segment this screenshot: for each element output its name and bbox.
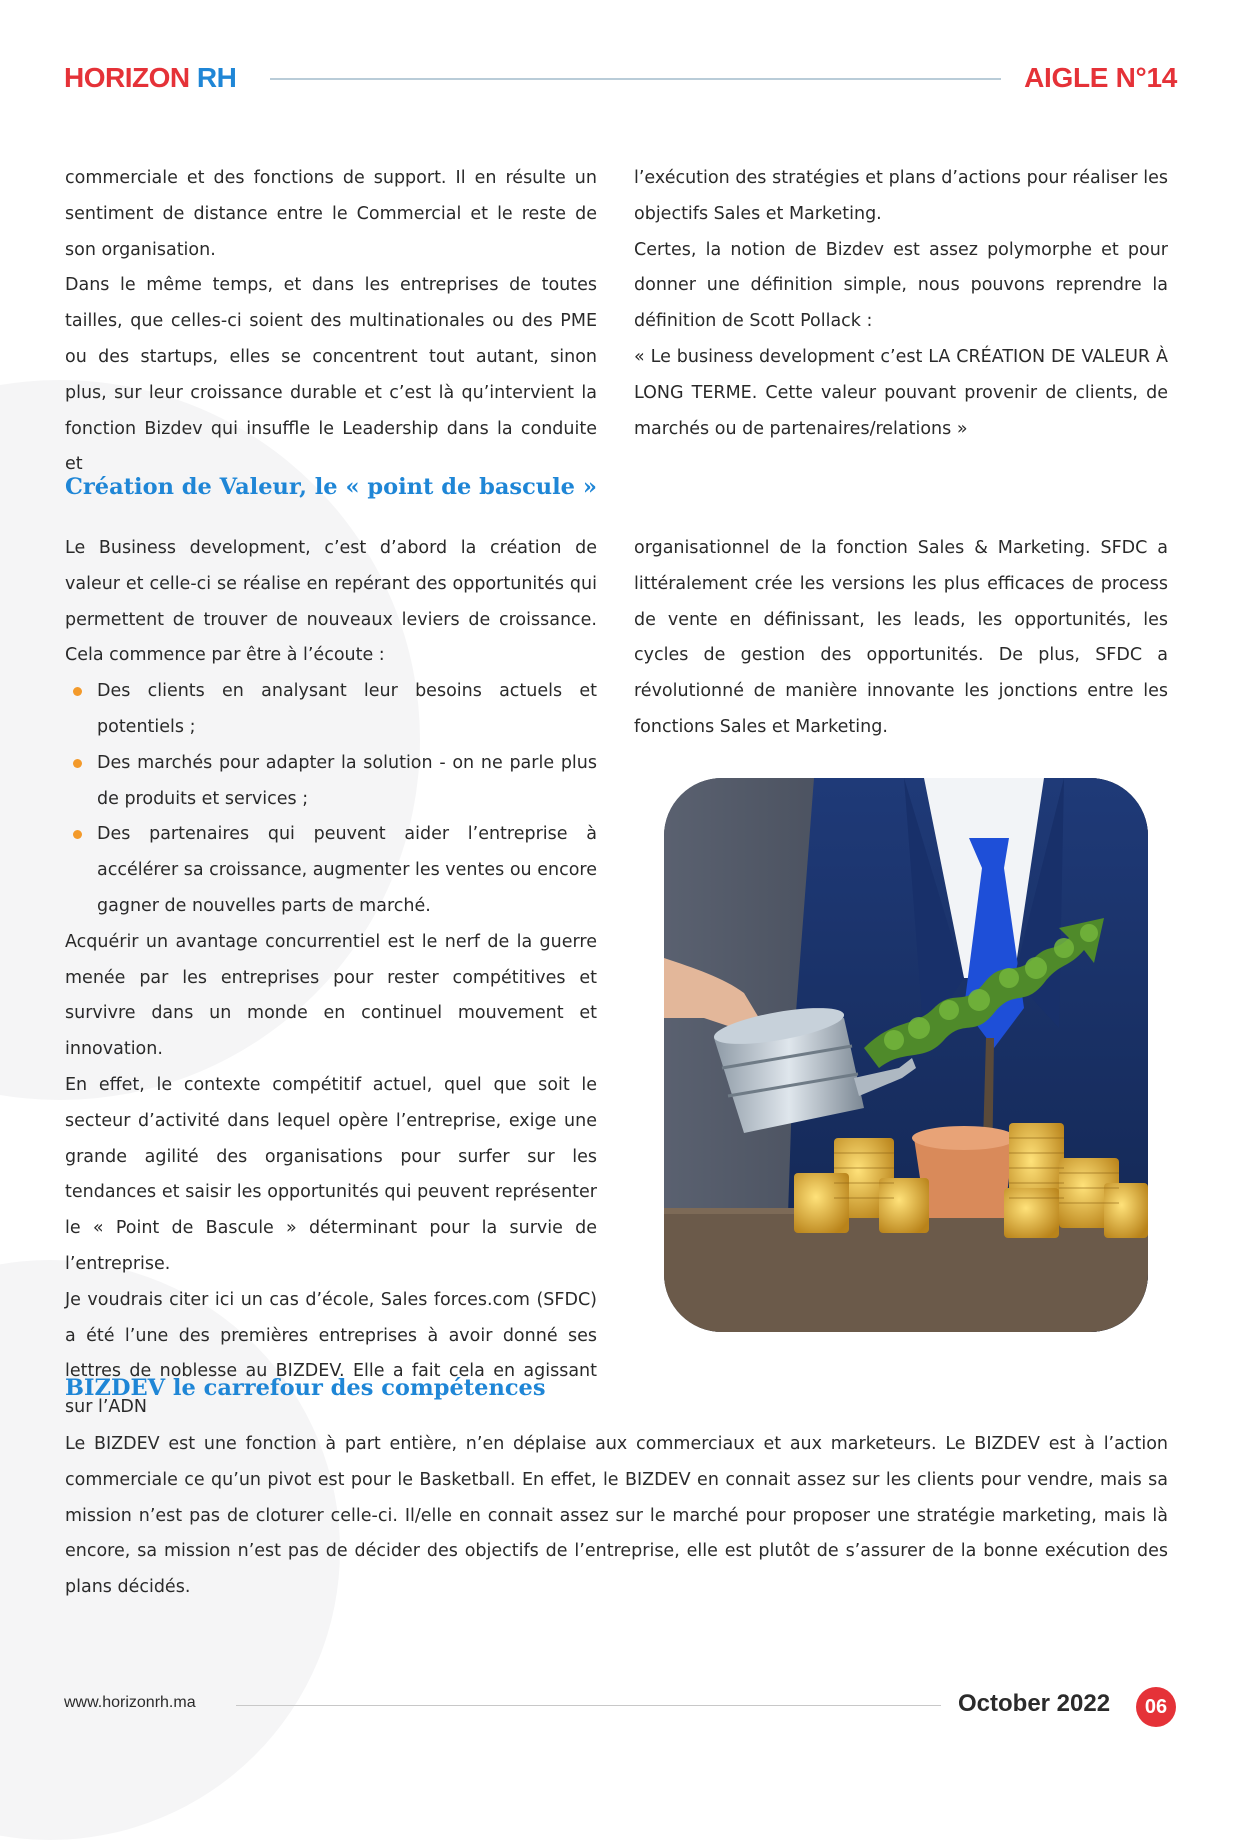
- paragraph: Le Business development, c’est d’abord la création de valeur et celle-ci se réalise en repérant des opportunités qui permettent de trouver de nouveaux leviers de croissance. Cela commence par être à l’écoute :: [65, 538, 597, 666]
- bullet-dot-icon: [73, 759, 82, 768]
- quote-paragraph: « Le business development c’est LA CRÉATION DE VALEUR À LONG TERME. Cette valeur pouvant provenir de clients, de marchés ou de partenaires/relations »: [634, 346, 1168, 439]
- paragraph: Dans le même temps, et dans les entreprises de toutes tailles, que celles-ci soient des multinationales ou des PME ou des startups, elles se concentrent tout autant, sinon plus, sur leur croissance durable et c’est là qu’intervient la fonction Bizdev qui insuffle le Leadership dans la conduite et: [65, 275, 597, 475]
- paragraph: En effet, le contexte compétitif actuel, quel que soit le secteur d’activité dans lequel opère l’entreprise, exige une grande agilité des organisations pour surfer sur les tendances et saisir les opportunités qui peuvent représenter le « Point de Bascule » déterminant pour la survie de l’entreprise.: [65, 1074, 597, 1274]
- list-item: Des partenaires qui peuvent aider l’entreprise à accélérer sa croissance, augmenter les ventes ou encore gagner de nouvelles parts de marché.: [65, 817, 597, 924]
- bullet-list: [65, 674, 597, 925]
- list-item: Des marchés pour adapter la solution - on ne parle plus de produits et services ;: [65, 746, 597, 818]
- section-heading: BIZDEV le carrefour des compétences: [65, 1375, 546, 1401]
- issue-number: AIGLE N°14: [1024, 62, 1177, 93]
- footer-date: October 2022: [958, 1690, 1111, 1717]
- paragraph: commerciale et des fonctions de support. Il en résulte un sentiment de distance entre le Commercial et le reste de son organisation.: [65, 168, 597, 260]
- section1-left-column: [65, 161, 597, 483]
- businessman-watering-growth-plant-icon: [664, 778, 1148, 1332]
- section1-right-column: [634, 161, 1168, 447]
- footer-divider: [236, 1705, 941, 1706]
- photo-illustration: [664, 778, 1148, 1332]
- paragraph: organisationnel de la fonction Sales & Marketing. SFDC a littéralement crée les versions les plus efficaces de process de vente en définissant, les leads, les opportunités, les cycles de gestion des opportunités. De plus, SFDC a révolutionné de manière innovante les jonctions entre les fonctions Sales et Marketing.: [634, 538, 1168, 737]
- section2-left-column: [65, 531, 597, 1426]
- section-heading: Création de Valeur, le « point de bascule »: [65, 474, 597, 500]
- section3-body: [65, 1427, 1168, 1606]
- list-item: Des clients en analysant leur besoins actuels et potentiels ;: [65, 674, 597, 746]
- page-number-badge: 06: [1136, 1687, 1176, 1727]
- paragraph: Le BIZDEV est une fonction à part entière, n’en déplaise aux commerciaux et aux marketeurs. Le BIZDEV est à l’action commerciale ce qu’un pivot est pour le Basketball. En effet, le BIZDEV en connait assez sur les clients pour vendre, mais sa mission n’est pas de cloturer celle-ci. Il/elle en connait assez sur le marché pour proposer une stratégie marketing, mais là encore, sa mission n’est pas de décider des objectifs de l’entreprise, elle est plutôt de s’assurer de la bonne exécution des plans décidés.: [65, 1434, 1168, 1598]
- footer-url: www.horizonrh.ma: [64, 1694, 196, 1711]
- brand-part2: RH: [196, 62, 237, 93]
- paragraph: l’exécution des stratégies et plans d’actions pour réaliser les objectifs Sales et Marketing.: [634, 168, 1168, 224]
- paragraph: Acquérir un avantage concurrentiel est le nerf de la guerre menée par les entreprises pour rester compétitives et survivre dans un monde en continuel mouvement et innovation.: [65, 931, 597, 1060]
- section2-right-column: [634, 531, 1168, 746]
- brand-part1: HORIZON: [64, 62, 190, 93]
- bullet-dot-icon: [73, 687, 82, 696]
- page-header: [64, 62, 1177, 96]
- bullet-dot-icon: [73, 830, 82, 839]
- header-divider: [270, 78, 1001, 80]
- brand-logo: [64, 62, 236, 94]
- paragraph: Je voudrais citer ici un cas d’école, Sales forces.com (SFDC) a été l’une des premières entreprises à avoir donné ses lettres de noblesse au BIZDEV. Elle a fait cela en agissant sur l’ADN: [65, 1289, 597, 1418]
- paragraph: Certes, la notion de Bizdev est assez polymorphe et pour donner une définition simple, nous pouvons reprendre la définition de Scott Pollack :: [634, 239, 1168, 332]
